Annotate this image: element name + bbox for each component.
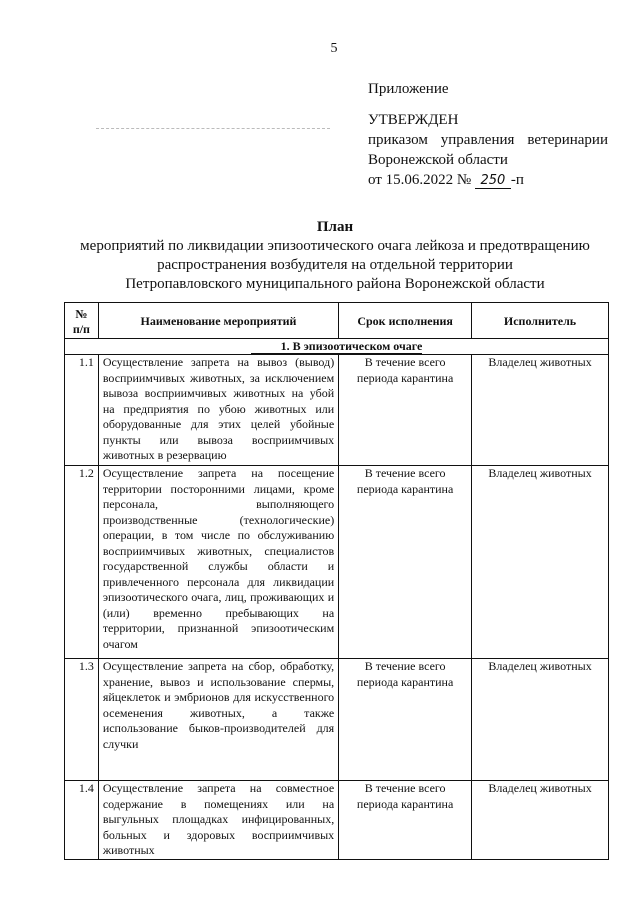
row-term: В течение всего периода карантина [339,355,472,466]
plan-table [64,302,609,860]
table-row [65,659,609,781]
row-term: В течение всего периода карантина [339,466,472,659]
row-executor: Владелец животных [472,659,609,781]
column-header-name: Наименование мероприятий [98,303,338,339]
scan-artifact-line [96,128,330,129]
column-header-exec: Исполнитель [472,303,609,339]
table-row [65,466,609,659]
approval-date: от 15.06.2022 № [368,172,472,188]
row-term: В течение всего периода карантина [339,659,472,781]
section-title: 1. В эпизоотическом очаге [251,339,423,354]
header-line-2: распространения возбудителя на отдельной территории [157,257,513,273]
approval-block [368,79,608,190]
table-row [65,355,609,466]
order-suffix: -п [510,172,524,188]
approval-line-2: Воронежской области [368,152,508,168]
document-title: План [316,219,354,235]
row-number: 1.2 [65,466,99,659]
row-measure: Осуществление запрета на посещение территории посторонними лицами, кроме персонала, выполняющего производственные (технологические) операции, в том числе по обслуживанию восприимчивых животных, специалистов государственной службы области и привлеченного персонала для ликвидации эпизоотического очага, лиц, проживающих и (или) временно пребывающих на территории, признанной эпизоотическим очагом [98,466,338,659]
section-row [65,339,609,355]
appendix-label: Приложение [368,81,449,97]
row-executor: Владелец животных [472,355,609,466]
row-term: В течение всего периода карантина [339,781,472,860]
header-line-1: мероприятий по ликвидации эпизоотического очага лейкоза и предотвращению [80,238,590,254]
page-number: 5 [330,41,338,56]
row-measure: Осуществление запрета на совместное содержание в помещениях или на выгульных площадках инфицированных, больных и здоровых восприимчивых животных [98,781,338,860]
row-measure: Осуществление запрета на сбор, обработку, хранение, вывоз и использование спермы, яйцеклеток и эмбрионов для искусственного осеменения животных, а также использование быков-производителей для случки [98,659,338,781]
row-number: 1.4 [65,781,99,860]
column-header-term: Срок исполнения [339,303,472,339]
row-measure: Осуществление запрета на вывоз (вывод) восприимчивых животных, за исключением вывоза восприимчивых животных на убой на предприятия по убою животных или оборудованные для этих целей убойные пункты или вывоза восприимчивых животных в резервацию [98,355,338,466]
header-line-3: Петропавловского муниципального района Воронежской области [125,276,545,292]
approval-line-1: приказом управления ветеринарии [368,132,608,148]
row-executor: Владелец животных [472,781,609,860]
order-number-handwritten: 250 [475,174,511,189]
document-header [0,218,640,294]
row-executor: Владелец животных [472,466,609,659]
table-row [65,781,609,860]
table-header-row [65,303,609,339]
section-cell [65,339,609,355]
approved-label: УТВЕРЖДЕН [368,112,459,128]
column-header-num: № п/п [65,303,99,339]
approval-date-line [368,170,608,190]
row-number: 1.3 [65,659,99,781]
row-number: 1.1 [65,355,99,466]
